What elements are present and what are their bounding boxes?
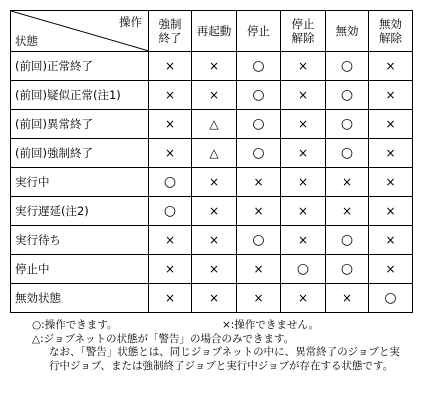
permission-cell	[326, 284, 369, 313]
table-row	[11, 52, 413, 81]
permission-symbol: ○	[340, 261, 354, 277]
row-state-label: 停止中	[11, 255, 149, 284]
permission-cell	[369, 197, 413, 226]
permission-symbol: ○	[340, 232, 354, 248]
legend-line-1	[32, 319, 402, 333]
corner-header-cell	[11, 11, 149, 52]
column-header-release-suspend: 停止 解除	[281, 11, 326, 52]
permission-symbol: ×	[208, 175, 220, 189]
permission-symbol: ×	[164, 233, 176, 247]
table-row	[11, 81, 413, 110]
legend-triangle-detail: なお、「警告」状態とは、同じジョブネットの中に、異常終了のジョブと実行中ジョブ、または強制終了ジョブと実行中ジョブが存在する状態です。	[49, 346, 400, 372]
permission-symbol: ×	[385, 204, 396, 218]
permission-symbol: ×	[164, 59, 176, 73]
permission-symbol: ×	[253, 262, 264, 276]
permission-symbol: ×	[385, 146, 396, 160]
permission-symbol: △	[209, 146, 219, 160]
permission-cell	[237, 52, 281, 81]
permission-cell	[149, 110, 192, 139]
permission-cell	[237, 168, 281, 197]
permission-cell	[369, 255, 413, 284]
permission-symbol: ×	[297, 59, 309, 73]
header-row	[11, 11, 413, 52]
permission-cell	[281, 81, 326, 110]
table-row	[11, 197, 413, 226]
permission-cell	[369, 284, 413, 313]
permission-symbol: ○	[252, 116, 265, 132]
column-header-restart: 再起動	[192, 11, 237, 52]
permission-symbol: ×	[164, 291, 176, 305]
permission-cell	[281, 226, 326, 255]
permission-symbol: ○	[296, 261, 310, 277]
permission-cell	[237, 110, 281, 139]
permission-cell	[237, 81, 281, 110]
permission-cell	[149, 139, 192, 168]
permission-symbol: ○	[252, 87, 265, 103]
permission-symbol: ○	[340, 116, 354, 132]
permission-cell	[149, 168, 192, 197]
permission-cell	[369, 139, 413, 168]
permission-cell	[192, 168, 237, 197]
permission-cell	[149, 226, 192, 255]
table-row	[11, 139, 413, 168]
permission-cell	[281, 284, 326, 313]
column-header-enable: 無効 解除	[369, 11, 413, 52]
permission-symbol: ×	[385, 262, 396, 276]
row-state-label: 実行中	[11, 168, 149, 197]
permission-symbol: ×	[253, 204, 264, 218]
permission-cell	[281, 255, 326, 284]
table-row	[11, 284, 413, 313]
legend-triangle: △:ジョブネットの状態が「警告」の場合のみできます。	[32, 332, 295, 345]
table-row	[11, 255, 413, 284]
permission-cell	[281, 197, 326, 226]
permission-symbol: ○	[340, 87, 354, 103]
permission-cell	[326, 52, 369, 81]
permission-cell	[192, 226, 237, 255]
permission-symbol: ×	[341, 204, 353, 218]
permission-symbol: ×	[297, 88, 309, 102]
permission-cell	[369, 52, 413, 81]
operation-axis-label: 操作	[119, 15, 142, 29]
permission-symbol: ×	[297, 175, 309, 189]
permission-cell	[192, 197, 237, 226]
permission-cell	[369, 226, 413, 255]
permission-symbol: ×	[385, 88, 396, 102]
permission-symbol: ×	[208, 204, 220, 218]
permission-cell	[149, 255, 192, 284]
permission-cell	[281, 52, 326, 81]
permission-symbol: ×	[341, 291, 353, 305]
row-state-label: 実行待ち	[11, 226, 149, 255]
permission-symbol: ×	[253, 175, 264, 189]
permission-cell	[369, 110, 413, 139]
permission-cell	[149, 81, 192, 110]
permission-symbol: ○	[340, 58, 354, 74]
permission-symbol: ○	[340, 145, 354, 161]
permission-symbol: ×	[341, 175, 353, 189]
permission-cell	[369, 168, 413, 197]
row-state-label: (前回)異常終了	[11, 110, 149, 139]
table-row	[11, 168, 413, 197]
permission-cell	[237, 139, 281, 168]
permission-cell	[237, 197, 281, 226]
permission-symbol: ○	[252, 58, 265, 74]
permission-symbol: ×	[297, 117, 309, 131]
permission-cell	[192, 52, 237, 81]
permission-cell	[237, 226, 281, 255]
permission-symbol: ×	[297, 291, 309, 305]
permission-symbol: ×	[208, 59, 220, 73]
state-axis-label: 状態	[15, 34, 38, 48]
permission-cell	[326, 110, 369, 139]
table-row	[11, 110, 413, 139]
permission-cell	[281, 110, 326, 139]
row-state-label: (前回)疑似正常(注1)	[11, 81, 149, 110]
table-row	[11, 226, 413, 255]
permission-cell	[192, 255, 237, 284]
row-state-label: 実行遅延(注2)	[11, 197, 149, 226]
legend-cross: ×:操作できません。	[222, 319, 319, 331]
permission-symbol: ×	[164, 117, 176, 131]
permission-symbol: ×	[385, 59, 396, 73]
permission-symbol: ×	[297, 146, 309, 160]
row-state-label: (前回)強制終了	[11, 139, 149, 168]
permission-symbol: ×	[164, 88, 176, 102]
permission-cell	[192, 110, 237, 139]
operation-matrix	[10, 10, 412, 373]
permission-cell	[192, 81, 237, 110]
permission-symbol: ○	[252, 232, 265, 248]
permission-symbol: ×	[208, 88, 220, 102]
row-state-label: (前回)正常終了	[11, 52, 149, 81]
permission-symbol: ×	[208, 291, 220, 305]
legend-notes	[32, 319, 402, 373]
permission-symbol: ×	[385, 233, 396, 247]
column-header-force-stop: 強制 終了	[149, 11, 192, 52]
table-body	[11, 52, 413, 313]
permission-symbol: ×	[385, 175, 396, 189]
column-header-disable: 無効	[326, 11, 369, 52]
permission-symbol: ×	[208, 262, 220, 276]
permission-cell	[326, 197, 369, 226]
permission-cell	[149, 52, 192, 81]
permission-cell	[326, 139, 369, 168]
permission-symbol: ×	[253, 291, 264, 305]
row-state-label: 無効状態	[11, 284, 149, 313]
permission-symbol: ×	[208, 233, 220, 247]
permission-symbol: ○	[252, 145, 265, 161]
permission-symbol: ○	[163, 174, 177, 190]
permission-symbol: ×	[164, 146, 176, 160]
permission-cell	[369, 81, 413, 110]
permission-symbol: ×	[385, 117, 396, 131]
permission-cell	[237, 284, 281, 313]
permission-cell	[326, 255, 369, 284]
permission-cell	[326, 81, 369, 110]
permission-cell	[237, 255, 281, 284]
permission-cell	[326, 168, 369, 197]
permission-symbol: ×	[297, 233, 309, 247]
permission-cell	[281, 139, 326, 168]
permission-cell	[281, 168, 326, 197]
permission-symbol: ×	[297, 204, 309, 218]
permission-cell	[326, 226, 369, 255]
permission-cell	[149, 284, 192, 313]
permission-cell	[149, 197, 192, 226]
legend-circle: ○:操作できます。	[32, 319, 118, 331]
permission-symbol: △	[209, 117, 219, 131]
permission-cell	[192, 139, 237, 168]
column-header-suspend: 停止	[237, 11, 281, 52]
permission-symbol: ×	[164, 262, 176, 276]
permission-cell	[192, 284, 237, 313]
permission-symbol: ○	[163, 203, 177, 219]
state-operation-table	[10, 10, 413, 313]
permission-symbol: ○	[384, 290, 397, 306]
